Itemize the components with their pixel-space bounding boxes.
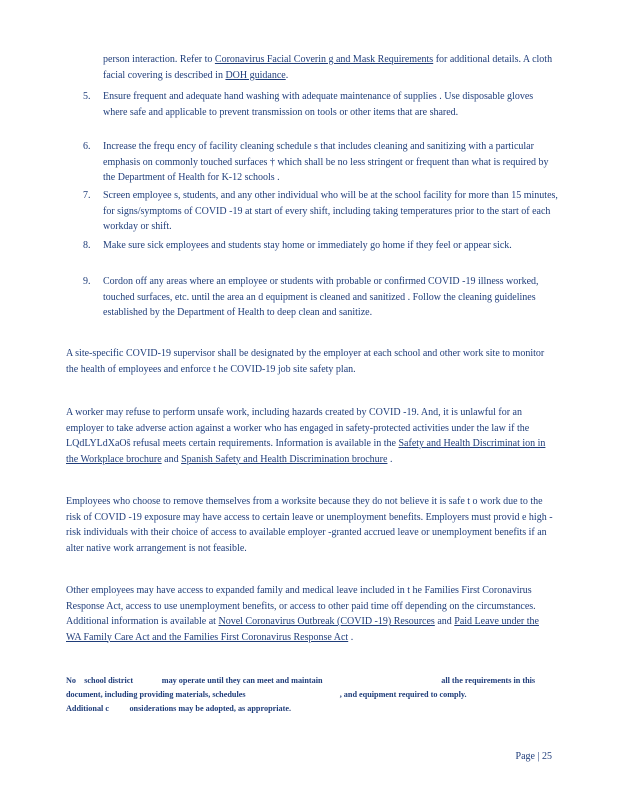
list-item-continued	[103, 52, 558, 83]
item-text: .	[285, 69, 289, 81]
paragraph-remove-worksite: Employees who choose to remove themselves from a worksite because they do not believe it is safe t o work due to the risk of COVID -19 exposure may have access to certain leave or unemployment benefits. Employers must provid e high -risk individuals with their choice of access to available employer -granted accrued leave or unemployment benefits if an alter native work arrangement is not feasible.	[66, 496, 553, 554]
paragraph-text: .	[348, 631, 354, 643]
doh-guidance-link[interactable]: DOH guidance	[225, 69, 286, 81]
list-text: Make sure sick employees and students stay home or immediately go home if they feel or appear sick.	[103, 240, 512, 251]
page-number: Page | 25	[515, 751, 552, 762]
paragraph-text: Other employees may have access to expanded family and medical leave included in t he Families First Coronavirus Response Act, access to use unemployment benefits, or access to other paid time off depending on the circumstances. Additional information is available at	[66, 585, 536, 627]
item-text: for additional details. A cloth facial covering is described in	[103, 54, 553, 81]
paragraph-supervisor: A site-specific COVID-19 supervisor shall be designated by the employer at each school and other work site to monitor the health of employees and enforce t he COVID-19 job site safety plan.	[66, 348, 545, 375]
list-number: 8.	[83, 240, 91, 251]
paragraph-text: A worker may refuse to perform unsafe work, including hazards created by COVID -19. And, it is unlawful for an employer to take adverse action against a worker who has engaged in safety-protected activities under the law if the LQdLYLdXaOŝ refusal meets certain requirements. Information is available in the	[66, 407, 530, 449]
paragraph-text: and	[161, 453, 182, 465]
list-text: Cordon off any areas where an employee or students with probable or confirmed COVID -19 illness worked, touched surfaces, etc. until the area an d equipment is cleaned and sanitized . Follow the cleaning guidelines established by the Department of Health to deep clean and sanitize.	[103, 276, 539, 318]
list-text: Ensure frequent and adequate hand washing with adequate maintenance of supplies . Use disposable gloves where safe and applicable to prevent transmission on tools or other items that are shared.	[103, 91, 534, 118]
list-number: 9.	[83, 276, 91, 287]
covid-resources-link[interactable]: Novel Coronavirus Outbreak (COVID -19) Resources	[218, 616, 435, 627]
facial-covering-link[interactable]: Coronavirus Facial Coverin g and Mask Requirements	[214, 54, 434, 65]
list-number: 7.	[83, 190, 91, 201]
spanish-brochure-link[interactable]: Spanish Safety and Health Discrimination brochure	[181, 453, 388, 465]
footnote-line: Additional c onsiderations may be adopted, as appropriate.	[66, 704, 292, 713]
footnote-line: document, including providing materials, schedules , and equipment required to comply.	[66, 690, 467, 699]
list-text: Increase the frequ ency of facility cleaning schedule s that includes cleaning and sanitizing with a particular emphasis on commonly touched surfaces † which shall be no less stringent or frequent than what is required by the Department of Health for K‑12 schools .	[103, 141, 549, 183]
paragraph-other-employees	[66, 583, 554, 645]
safety-discrimination-link[interactable]: Safety and Health Discriminat ion in the Workplace brochure	[66, 438, 546, 465]
paragraph-refuse-work	[66, 405, 554, 467]
list-number: 6.	[83, 141, 91, 152]
paid-leave-link[interactable]: Paid Leave under the WA Family Care Act and the Families First Coronavirus Response Act	[66, 616, 539, 643]
item-text: person interaction. Refer to	[103, 54, 215, 65]
footnote-line: No school district may operate until they can meet and maintain all the requirements in this	[66, 676, 536, 685]
list-text: Screen employee s, students, and any other individual who will be at the school facility for more than 15 minutes, for signs/symptoms of COVID -19 at start of every shift, including taking temperatures prior to the start of each workday or shift.	[103, 190, 558, 232]
list-number: 5.	[83, 91, 91, 102]
paragraph-text: .	[387, 453, 393, 465]
footnote	[66, 674, 536, 716]
paragraph-text: and	[434, 616, 455, 627]
